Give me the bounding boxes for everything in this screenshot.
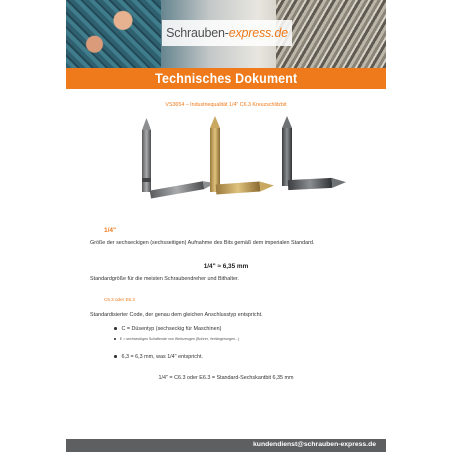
- gold-bit-lying: [216, 181, 275, 195]
- product-image: [88, 114, 368, 210]
- bullet-item: [114, 354, 203, 360]
- logo-text: [166, 26, 288, 40]
- bullet-text: C = Düsentyp (sechseckig für Maschinen): [121, 326, 222, 332]
- bullet-item: [114, 337, 239, 341]
- description-paragraph: Größe der sechseckigen (sechsseitigen) Aufnahme des Bits gemäß dem imperialen Standard.: [90, 240, 315, 246]
- bullet-dot-icon: [114, 338, 116, 340]
- title-banner: [66, 68, 386, 89]
- code-label: C6.3 oder E6.3: [104, 297, 135, 302]
- bullet-item: [114, 326, 221, 332]
- bullet-text: 6,3 = 6,3 mm, was 1/4" entspricht.: [121, 354, 203, 360]
- logo-text-part2: express.de: [228, 26, 288, 40]
- product-subtitle: VS3654 – Industriequalität 1/4" C6.3 Kreuzschlitzbit: [165, 102, 287, 108]
- bullet-text: E = sechseckiges Schaftende von Werkzeugen (Bohrer, Verlängerungen...): [119, 337, 240, 341]
- code-description: Standardisierter Code, der genau dem gleichen Anschlusstyp entspricht.: [90, 312, 263, 318]
- dark-bit-lying: [288, 177, 346, 190]
- dark-bit-standing: [282, 116, 292, 186]
- steel-bit-standing: [142, 118, 151, 192]
- summary-line: 1/4" = C6.3 oder E6.3 = Standard-Sechskantbit 6,35 mm: [158, 375, 294, 381]
- screws-photo: [276, 0, 386, 68]
- banner-title: Technisches Dokument: [154, 71, 298, 86]
- document-page: [66, 0, 386, 452]
- size-formula: 1/4" ≈ 6,35 mm: [203, 263, 249, 270]
- bullet-dot-icon: [114, 355, 117, 358]
- footer-email-link[interactable]: kundendienst@schrauben-express.de: [253, 441, 376, 448]
- logo-text-part1: Schrauben-: [166, 26, 229, 40]
- steel-bit-lying: [150, 179, 216, 198]
- logo[interactable]: [162, 20, 292, 46]
- footer-bar: [66, 439, 386, 452]
- header-image: [66, 0, 386, 68]
- section-title: 1/4": [104, 227, 117, 234]
- gold-bit-standing: [210, 116, 220, 192]
- standard-size-note: Standardgröße für die meisten Schraubendreher und Bithalter.: [90, 276, 239, 282]
- workshop-photo: [66, 0, 161, 68]
- bullet-dot-icon: [114, 327, 117, 330]
